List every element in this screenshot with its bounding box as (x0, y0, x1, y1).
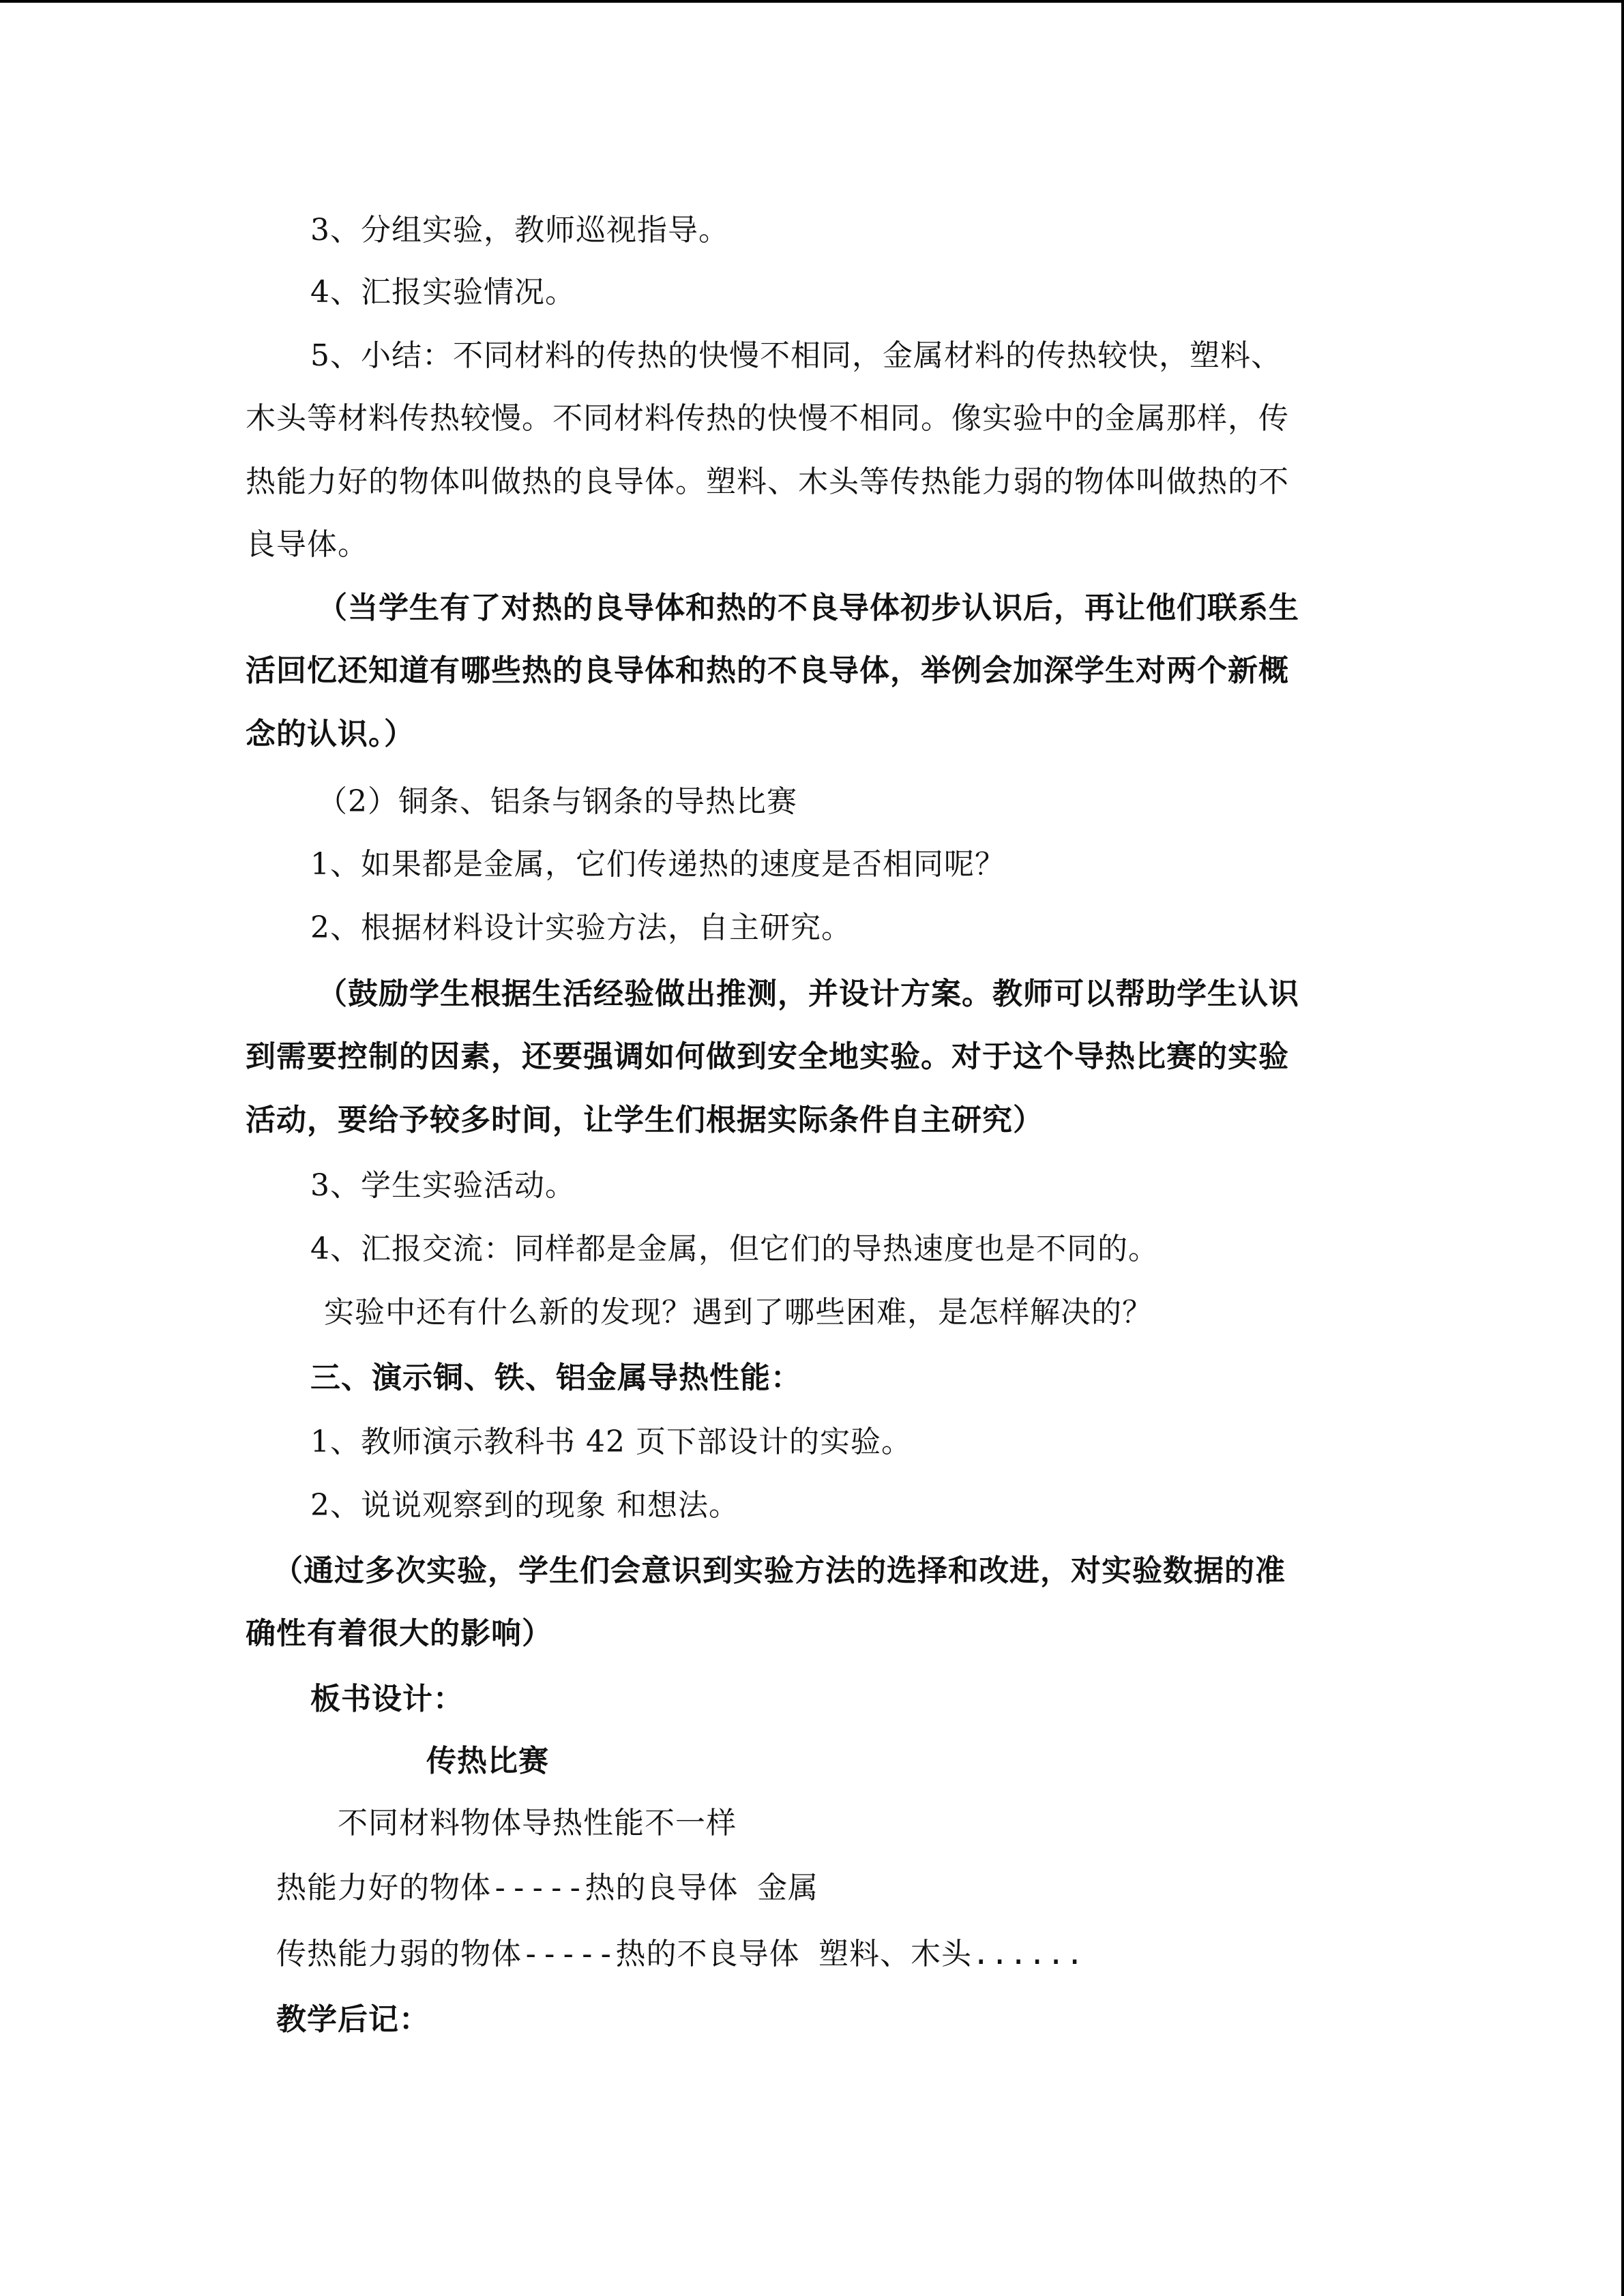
note-2-line-1: （鼓励学生根据生活经验做出推测，并设计方案。教师可以帮助学生认识 (317, 976, 1299, 1011)
summary-line-3: 热能力好的物体叫做热的良导体。塑料、木头等传热能力弱的物体叫做热的不 (246, 464, 1289, 499)
section-2-step-3: 3、学生实验活动。 (310, 1168, 576, 1203)
blackboard-title: 传热比赛 (426, 1744, 549, 1778)
summary-line-2: 木头等材料传热较慢。不同材料传热的快慢不相同。像实验中的金属那样，传 (246, 401, 1289, 436)
section-3-step-1: 1、教师演示教科书 42 页下部设计的实验。 (310, 1425, 912, 1459)
summary-line-4: 良导体。 (246, 527, 368, 562)
section-3-heading: 三、演示铜、铁、铝金属导热性能： (310, 1360, 801, 1395)
section-2-step-2: 2、根据材料设计实验方法，自主研究。 (310, 910, 852, 945)
note-1-line-1: （当学生有了对热的良导体和热的不良导体初步认识后，再让他们联系生 (317, 591, 1299, 625)
blackboard-design-label: 板书设计： (310, 1682, 464, 1716)
blackboard-line-3: 传热能力弱的物体-----热的不良导体 塑料、木头...... (276, 1937, 1084, 1971)
step-4-report-experiment: 4、汇报实验情况。 (310, 275, 576, 310)
blackboard-line-1: 不同材料物体导热性能不一样 (338, 1806, 737, 1840)
teaching-reflection-label: 教学后记： (276, 2002, 430, 2037)
note-3-line-1: （通过多次实验，学生们会意识到实验方法的选择和改进，对实验数据的准 (273, 1553, 1286, 1588)
note-2-line-3: 活动，要给予较多时间，让学生们根据实际条件自主研究） (246, 1103, 1044, 1137)
section-2-step-4: 4、汇报交流：同样都是金属，但它们的导热速度也是不同的。 (310, 1232, 1159, 1266)
note-1-line-2: 活回忆还知道有哪些热的良导体和热的不良导体，举例会加深学生对两个新概 (246, 653, 1289, 688)
note-1-line-3: 念的认识。） (246, 717, 415, 751)
section-2-step-1: 1、如果都是金属，它们传递热的速度是否相同呢？ (310, 847, 1005, 882)
section-2-question: 实验中还有什么新的发现？遇到了哪些困难，是怎样解决的？ (324, 1295, 1153, 1330)
step-3-grouped-experiment: 3、分组实验，教师巡视指导。 (310, 213, 729, 248)
section-2-heading: （2）铜条、铝条与钢条的导热比赛 (317, 784, 797, 819)
summary-line-1: 5、小结：不同材料的传热的快慢不相同，金属材料的传热较快，塑料、 (310, 338, 1282, 373)
note-3-line-2: 确性有着很大的影响） (246, 1616, 552, 1651)
blackboard-line-2: 热能力好的物体-----热的良导体 金属 (276, 1870, 818, 1905)
note-2-line-2: 到需要控制的因素，还要强调如何做到安全地实验。对于这个导热比赛的实验 (246, 1039, 1289, 1074)
section-3-step-2: 2、说说观察到的现象 和想法。 (310, 1488, 739, 1523)
